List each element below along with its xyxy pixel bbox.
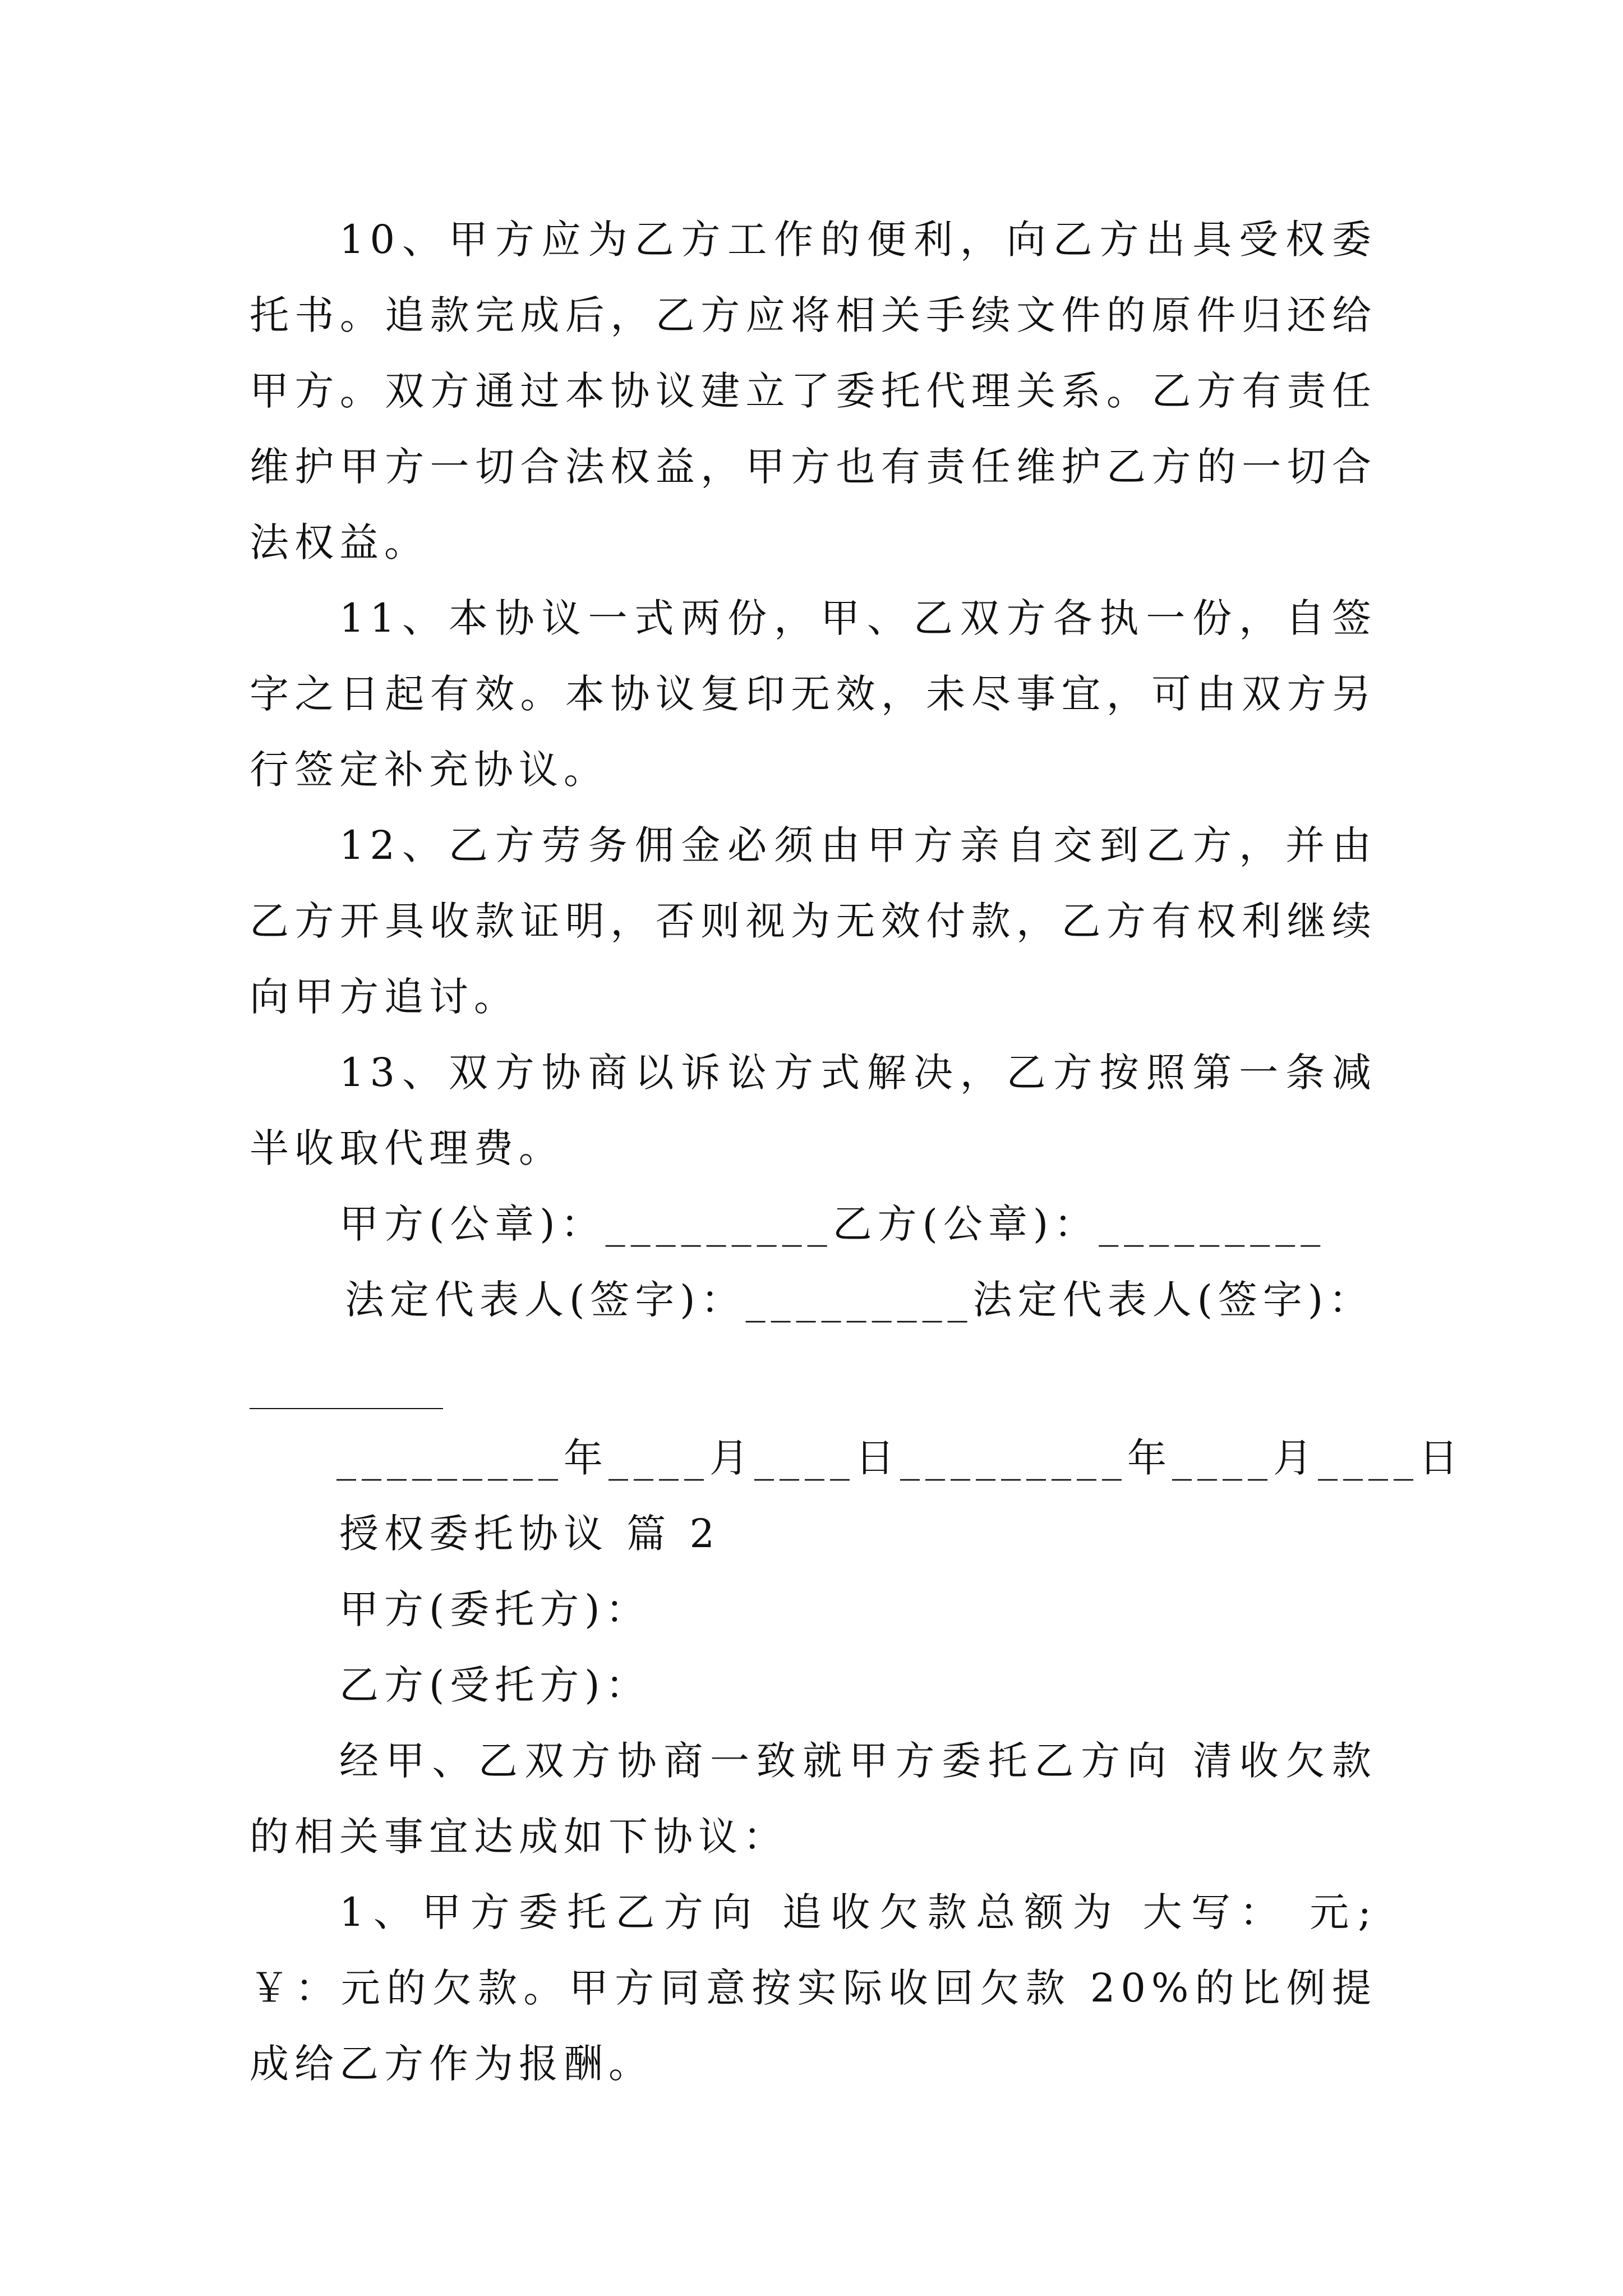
section-2-item-1: 1、甲方委托乙方向 追收欠款总额为 大写： 元;￥：元的欠款。甲方同意按实际收回欠款 20%的比例提成给乙方作为报酬。 <box>250 1889 1377 2087</box>
clause-13: 13、双方协商以诉讼方式解决，乙方按照第一条减半收取代理费。 <box>250 1050 1377 1171</box>
clause-11: 11、本协议一式两份，甲、乙双方各执一份，自签字之日起有效。本协议复印无效，未尽事宜，可由双方另行签定补充协议。 <box>250 595 1377 793</box>
signature-blank-rule <box>250 1408 443 1409</box>
section-2-intro: 经甲、乙双方协商一致就甲方委托乙方向 清收欠款的相关事宜达成如下协议： <box>250 1738 1377 1860</box>
seal-signature-line: 甲方(公章)：_________乙方(公章)：_________ <box>339 1201 1326 1247</box>
document-page <box>250 202 1464 2102</box>
section-2-title: 授权委托协议 篇 2 <box>339 1511 721 1557</box>
party-a-label: 甲方(委托方)： <box>339 1586 651 1632</box>
party-b-label: 乙方(受托方)： <box>339 1662 651 1708</box>
representative-signature-line: 法定代表人(签字)：_________法定代表人(签字)： <box>345 1277 1374 1323</box>
clause-12: 12、乙方劳务佣金必须由甲方亲自交到乙方，并由乙方开具收款证明，否则视为无效付款，乙方有权利继续向甲方追讨。 <box>250 822 1377 1020</box>
clause-10: 10、甲方应为乙方工作的便利，向乙方出具受权委托书。追款完成后，乙方应将相关手续文件的原件归还给甲方。双方通过本协议建立了委托代理关系。乙方有责任维护甲方一切合法权益，甲方也有责任维护乙方的一切合法权益。 <box>250 217 1377 565</box>
date-line: _________年____月____日_________年____月____日 <box>336 1435 1464 1481</box>
